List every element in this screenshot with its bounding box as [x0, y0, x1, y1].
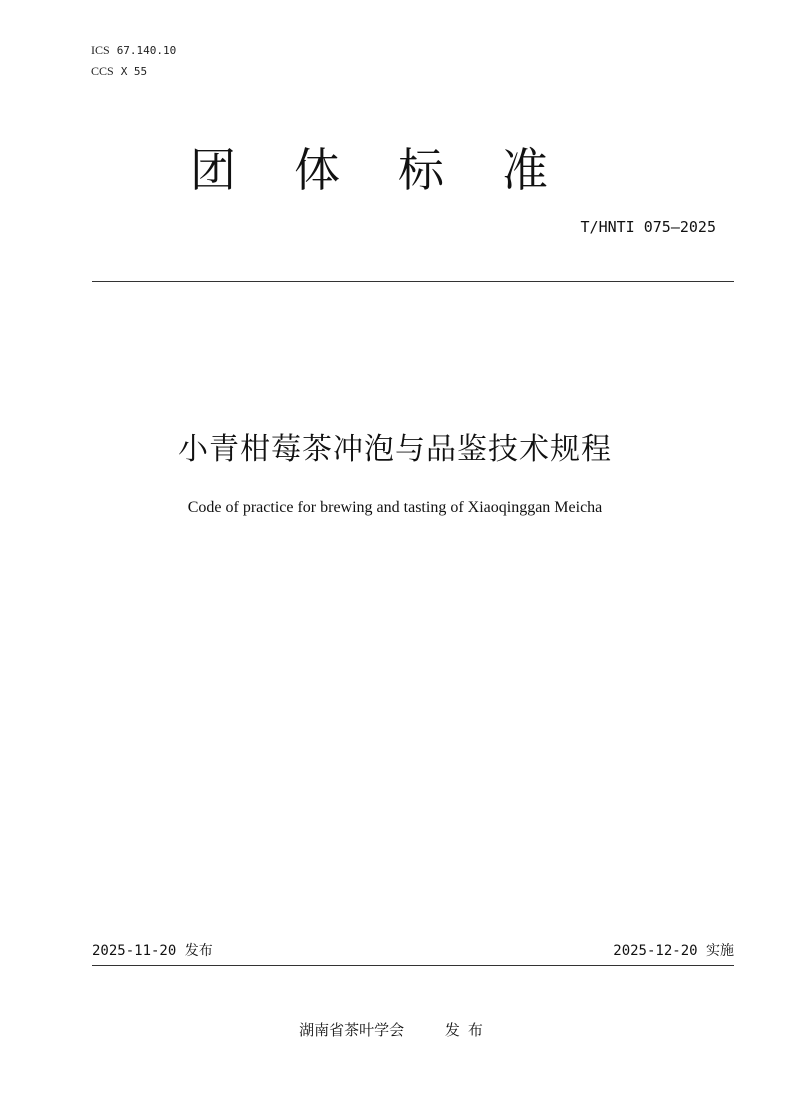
- ics-line: [91, 40, 176, 61]
- standard-type-heading: 团体标准: [190, 143, 606, 197]
- ccs-line: [91, 61, 176, 82]
- publisher-line: [0, 1019, 790, 1041]
- ccs-label: CCS: [91, 64, 114, 78]
- footer-divider: [92, 965, 734, 966]
- issue-date: 2025-11-20: [92, 943, 177, 959]
- ics-code: 67.140.10: [116, 44, 177, 57]
- document-title-chinese: 小青柑莓茶冲泡与品鉴技术规程: [178, 432, 612, 467]
- issue-date-block: [92, 940, 213, 962]
- implementation-label: 实施: [706, 943, 734, 959]
- implementation-date-block: [613, 940, 734, 962]
- issue-label: 发布: [184, 943, 213, 959]
- header-divider: [92, 281, 734, 282]
- ccs-code: X 55: [120, 65, 148, 78]
- publisher-action: 发布: [444, 1021, 491, 1039]
- document-title-english: Code of practice for brewing and tasting of Xiaoqinggan Meicha: [187, 499, 603, 516]
- standard-number: T/HNTI 075—2025: [580, 218, 716, 236]
- ics-label: ICS: [91, 43, 110, 57]
- classification-codes: [91, 40, 176, 82]
- implementation-date: 2025-12-20: [613, 943, 698, 959]
- publisher-name: 湖南省茶叶学会: [299, 1021, 405, 1039]
